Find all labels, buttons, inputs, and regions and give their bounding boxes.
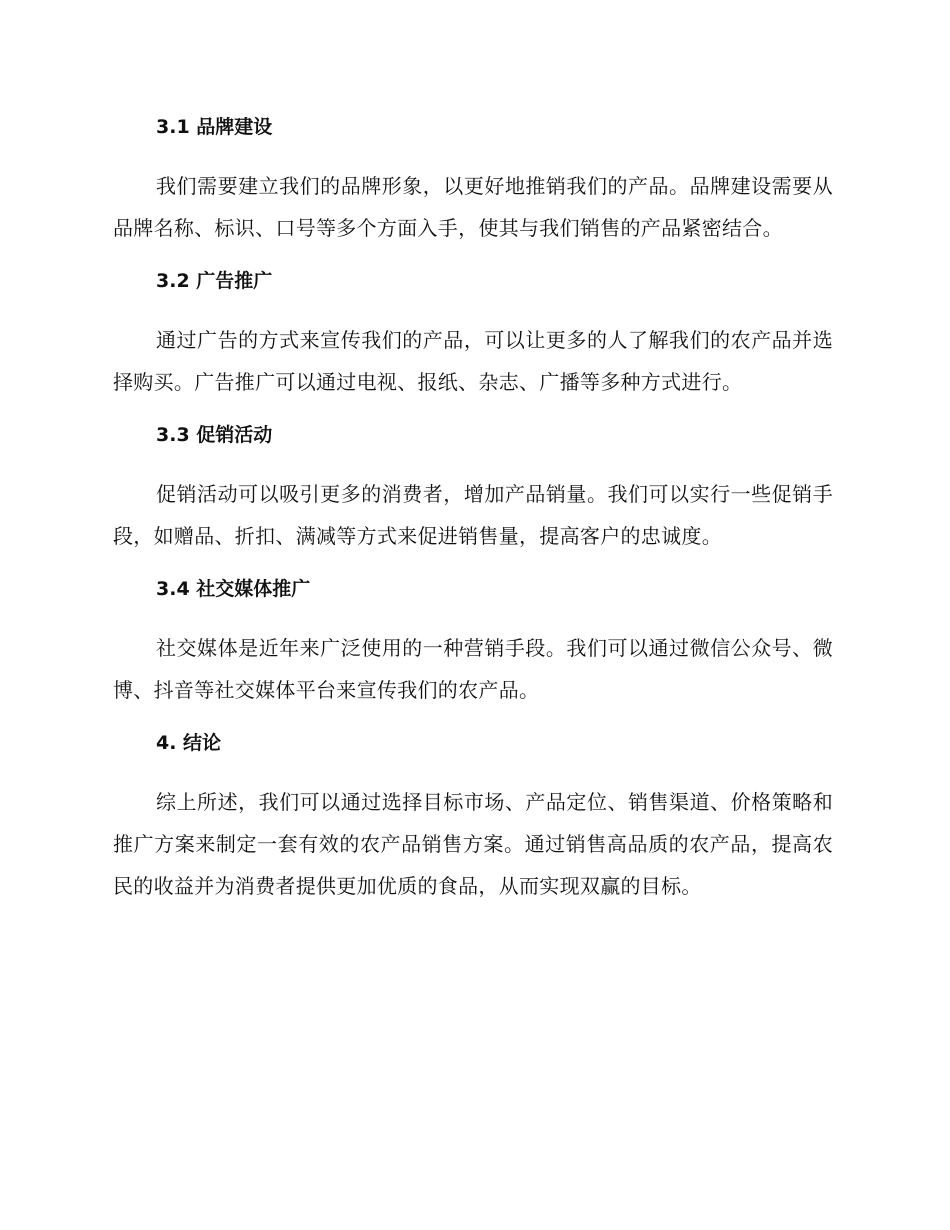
section-heading-advertising: 3.2 广告推广 [156, 270, 273, 292]
section-heading-brand-building: 3.1 品牌建设 [156, 116, 273, 138]
section-heading-social-media: 3.4 社交媒体推广 [156, 578, 311, 600]
section-heading-promotions: 3.3 促销活动 [156, 424, 273, 446]
section-paragraph-advertising: 通过广告的方式来宣传我们的产品，可以让更多的人了解我们的农产品并选择购买。广告推广可以通过电视、报纸、杂志、广播等多种方式进行。 [113, 328, 833, 394]
document-body [113, 111, 833, 907]
section-paragraph-conclusion: 综上所述，我们可以通过选择目标市场、产品定位、销售渠道、价格策略和推广方案来制定一套有效的农产品销售方案。通过销售高品质的农产品，提高农民的收益并为消费者提供更加优质的食品，从而实现双赢的目标。 [113, 790, 833, 898]
section-paragraph-brand-building: 我们需要建立我们的品牌形象，以更好地推销我们的产品。品牌建设需要从品牌名称、标识、口号等多个方面入手，使其与我们销售的产品紧密结合。 [113, 174, 833, 240]
section-paragraph-social-media: 社交媒体是近年来广泛使用的一种营销手段。我们可以通过微信公众号、微博、抖音等社交媒体平台来宣传我们的农产品。 [113, 636, 833, 702]
section-paragraph-promotions: 促销活动可以吸引更多的消费者，增加产品销量。我们可以实行一些促销手段，如赠品、折扣、满减等方式来促进销售量，提高客户的忠诚度。 [113, 482, 833, 548]
section-heading-conclusion: 4. 结论 [156, 732, 222, 754]
